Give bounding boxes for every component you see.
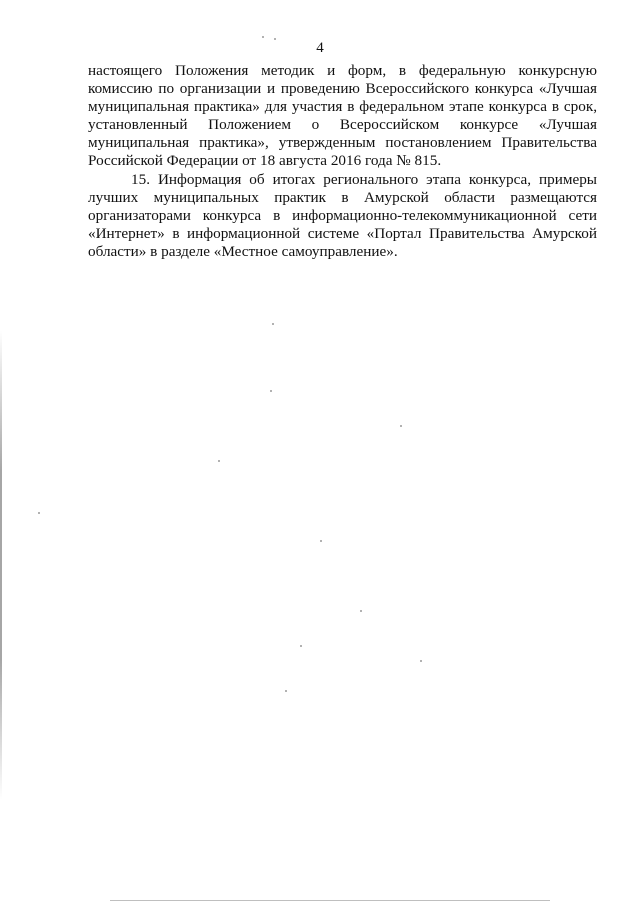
- scan-speck: [300, 645, 302, 647]
- scan-speck: [420, 660, 422, 662]
- paragraph-15: 15. Информация об итогах регионального этапа конкурса, примеры лучших муниципальных практик в Амурской области размещаются организаторами конкурса в информационно-телекоммуникационной сети «Интернет» в информационной системе «Портал Правительства Амурской области» в разделе «Местное самоуправление».: [88, 170, 597, 260]
- scan-speck: [270, 390, 272, 392]
- paragraph-continuation: настоящего Положения методик и форм, в федеральную конкурсную комиссию по организации и проведению Всероссийского конкурса «Лучшая муниципальная практика» для участия в федеральном этапе конкурса в срок, установленный Положением о Всероссийском конкурсе «Лучшая муниципальная практика», утвержденным постановлением Правительства Российской Федерации от 18 августа 2016 года № 815.: [88, 62, 597, 170]
- scan-speck: [38, 512, 40, 514]
- scan-speck: [262, 36, 264, 38]
- scan-speck: [272, 323, 274, 325]
- scan-speck: [400, 425, 402, 427]
- scan-speck: [320, 540, 322, 542]
- document-body: [88, 62, 597, 261]
- scan-speck: [360, 610, 362, 612]
- scan-speck: [285, 690, 287, 692]
- scan-speck: [274, 38, 276, 40]
- page-number: 4: [316, 40, 324, 56]
- scan-speck: [218, 460, 220, 462]
- scan-bottom-edge: [110, 900, 550, 901]
- scan-edge-shadow: [0, 330, 2, 800]
